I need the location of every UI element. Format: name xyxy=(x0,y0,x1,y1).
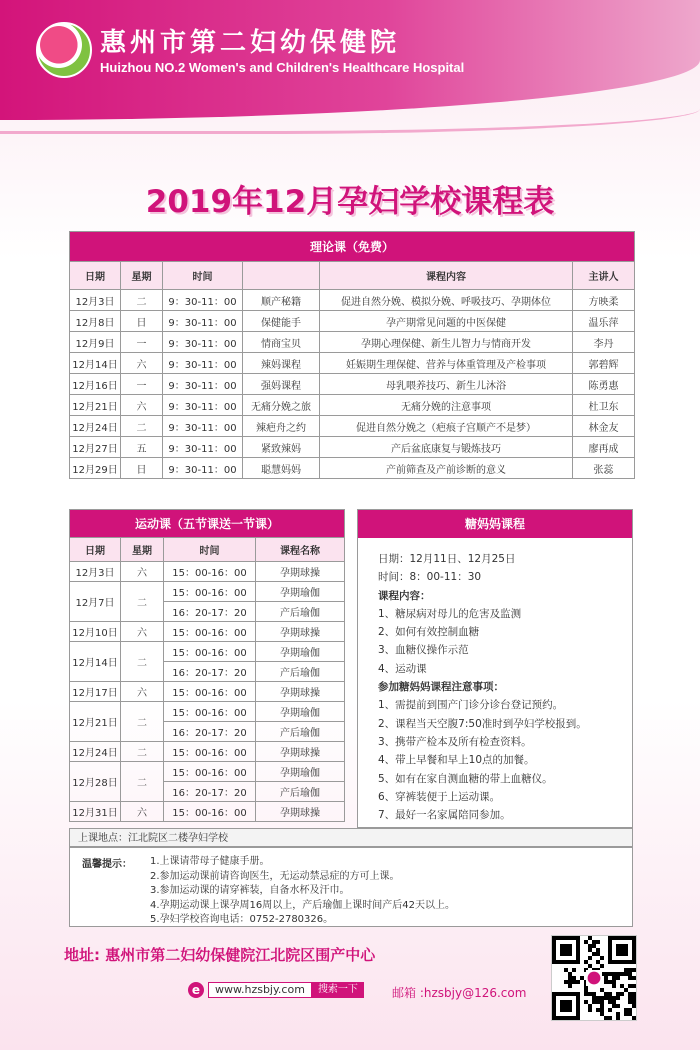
sport-weekday: 六 xyxy=(121,682,164,702)
footer-address: 地址: 惠州市第二妇幼保健院江北院区围产中心 xyxy=(64,946,376,964)
sport-time: 15：00-16：00 xyxy=(164,582,256,602)
sport-header-course: 课程名称 xyxy=(256,538,345,562)
sport-course: 孕期球操 xyxy=(256,682,345,702)
table-row xyxy=(70,374,635,395)
tip-item: 3.参加运动课的请穿裤装，自备水杯及汗巾。 xyxy=(150,885,350,897)
sport-header-date: 日期 xyxy=(70,538,121,562)
table-row xyxy=(70,802,345,822)
theory-weekday: 一 xyxy=(121,374,163,395)
sport-course: 产后瑜伽 xyxy=(256,602,345,622)
diabetes-content-item: 1、糖尿病对母儿的危害及监测 xyxy=(378,607,522,620)
sport-date: 12月24日 xyxy=(70,742,121,762)
theory-date: 12月9日 xyxy=(70,332,121,353)
theory-weekday: 六 xyxy=(121,353,163,374)
sport-weekday: 二 xyxy=(121,582,164,622)
qr-code-icon xyxy=(551,935,637,1021)
sport-date: 12月28日 xyxy=(70,762,121,802)
theory-content: 孕产期常见问题的中医保健 xyxy=(320,311,573,332)
diabetes-content-label: 课程内容： xyxy=(378,589,431,602)
sport-course: 孕期球操 xyxy=(256,562,345,582)
sport-weekday: 二 xyxy=(121,642,164,682)
theory-time: 9：30-11：00 xyxy=(163,311,243,332)
footer-email: 邮箱 :hzsbjy@126.com xyxy=(392,986,527,1000)
hospital-name-cn: 惠州市第二妇幼保健院 xyxy=(100,28,401,58)
table-row xyxy=(70,682,345,702)
tips-label: 温馨提示： xyxy=(82,859,132,870)
website-url[interactable]: www.hzsbjy.com xyxy=(208,982,312,998)
diabetes-time: 时间：8：00-11：30 xyxy=(378,571,482,584)
sport-time: 15：00-16：00 xyxy=(164,622,256,642)
theory-content: 促进自然分娩、模拟分娩、呼吸技巧、孕期体位 xyxy=(320,290,573,311)
theory-content: 促进自然分娩之（疤痕子宫顺产不是梦） xyxy=(320,416,573,437)
table-row xyxy=(70,762,345,782)
sport-weekday: 二 xyxy=(121,702,164,742)
class-location: 上课地点：江北院区二楼孕妇学校 xyxy=(69,828,633,847)
tip-item: 4.孕期运动课上课孕周16周以上，产后瑜伽上课时间产后42天以上。 xyxy=(150,899,455,911)
theory-date: 12月14日 xyxy=(70,353,121,374)
hospital-name-en: Huizhou NO.2 Women's and Children's Healthcare Hospital xyxy=(100,60,465,75)
table-row xyxy=(70,290,635,311)
sport-course: 孕期瑜伽 xyxy=(256,702,345,722)
sport-course: 孕期球操 xyxy=(256,742,345,762)
theory-header-lecturer: 主讲人 xyxy=(573,262,635,290)
sport-time: 15：00-16：00 xyxy=(164,682,256,702)
theory-date: 12月27日 xyxy=(70,437,121,458)
theory-weekday: 一 xyxy=(121,332,163,353)
theory-content: 产后盆底康复与锻炼技巧 xyxy=(320,437,573,458)
theory-time: 9：30-11：00 xyxy=(163,437,243,458)
theory-time: 9：30-11：00 xyxy=(163,353,243,374)
sport-time: 16：20-17：20 xyxy=(164,722,256,742)
theory-topic: 辣疤舟之约 xyxy=(243,416,320,437)
theory-topic: 保健能手 xyxy=(243,311,320,332)
theory-content: 母乳喂养技巧、新生儿沐浴 xyxy=(320,374,573,395)
table-row xyxy=(70,353,635,374)
theory-lecturer: 廖再成 xyxy=(573,437,635,458)
theory-header-date: 日期 xyxy=(70,262,121,290)
sport-time: 15：00-16：00 xyxy=(164,562,256,582)
theory-time: 9：30-11：00 xyxy=(163,458,243,479)
sport-date: 12月21日 xyxy=(70,702,121,742)
theory-weekday: 六 xyxy=(121,395,163,416)
sport-course: 孕期瑜伽 xyxy=(256,762,345,782)
sport-course: 产后瑜伽 xyxy=(256,782,345,802)
sport-course: 孕期球操 xyxy=(256,622,345,642)
table-row xyxy=(70,642,345,662)
table-row xyxy=(70,622,345,642)
website-search xyxy=(188,982,364,998)
sport-date: 12月10日 xyxy=(70,622,121,642)
sport-course: 孕期瑜伽 xyxy=(256,582,345,602)
diabetes-note-item: 4、带上早餐和早上10点的加餐。 xyxy=(378,754,535,767)
theory-topic: 紧致辣妈 xyxy=(243,437,320,458)
theory-date: 12月16日 xyxy=(70,374,121,395)
tips-box xyxy=(69,847,633,927)
search-button[interactable]: 搜索一下 xyxy=(312,982,364,998)
theory-lecturer: 张蕊 xyxy=(573,458,635,479)
sport-course: 产后瑜伽 xyxy=(256,722,345,742)
diabetes-course-panel xyxy=(357,509,633,828)
table-row xyxy=(70,458,635,479)
tip-item: 5.孕妇学校咨询电话：0752-2780326。 xyxy=(150,914,334,926)
sport-time: 15：00-16：00 xyxy=(164,742,256,762)
diabetes-content-item: 4、运动课 xyxy=(378,662,427,675)
theory-date: 12月21日 xyxy=(70,395,121,416)
theory-time: 9：30-11：00 xyxy=(163,416,243,437)
sport-time: 16：20-17：20 xyxy=(164,662,256,682)
theory-weekday: 日 xyxy=(121,311,163,332)
theory-date: 12月3日 xyxy=(70,290,121,311)
theory-time: 9：30-11：00 xyxy=(163,332,243,353)
theory-header-weekday: 星期 xyxy=(121,262,163,290)
sport-header-time: 时间 xyxy=(164,538,256,562)
tip-item: 1.上课请带母子健康手册。 xyxy=(150,856,270,867)
theory-topic: 聪慧妈妈 xyxy=(243,458,320,479)
theory-topic: 情商宝贝 xyxy=(243,332,320,353)
sport-caption: 运动课（五节课送一节课） xyxy=(70,510,345,538)
theory-caption: 理论课（免费） xyxy=(70,232,635,262)
sport-time: 15：00-16：00 xyxy=(164,802,256,822)
tip-item: 2.参加运动课前请咨询医生，无运动禁忌症的方可上课。 xyxy=(150,870,400,882)
table-row xyxy=(70,562,345,582)
sport-date: 12月14日 xyxy=(70,642,121,682)
sport-weekday: 六 xyxy=(121,802,164,822)
theory-lecturer: 林金友 xyxy=(573,416,635,437)
theory-content: 无痛分娩的注意事项 xyxy=(320,395,573,416)
sport-date: 12月3日 xyxy=(70,562,121,582)
theory-date: 12月29日 xyxy=(70,458,121,479)
diabetes-content-item: 3、血糖仪操作示范 xyxy=(378,644,469,657)
table-row xyxy=(70,311,635,332)
sport-date: 12月7日 xyxy=(70,582,121,622)
diabetes-content-item: 2、如何有效控制血糖 xyxy=(378,626,480,639)
sport-course: 孕期球操 xyxy=(256,802,345,822)
sport-course: 产后瑜伽 xyxy=(256,662,345,682)
sport-course-table xyxy=(69,509,345,822)
theory-content: 妊娠期生理保健、营养与体重管理及产检事项 xyxy=(320,353,573,374)
sport-time: 16：20-17：20 xyxy=(164,782,256,802)
theory-time: 9：30-11：00 xyxy=(163,374,243,395)
table-row xyxy=(70,395,635,416)
diabetes-note-item: 7、最好一名家属陪同参加。 xyxy=(378,809,511,822)
sport-weekday: 二 xyxy=(121,762,164,802)
table-row xyxy=(70,416,635,437)
sport-weekday: 六 xyxy=(121,622,164,642)
theory-date: 12月24日 xyxy=(70,416,121,437)
theory-time: 9：30-11：00 xyxy=(163,290,243,311)
sport-time: 16：20-17：20 xyxy=(164,602,256,622)
diabetes-date: 日期：12月11日、12月25日 xyxy=(378,553,516,565)
theory-content: 产前筛查及产前诊断的意义 xyxy=(320,458,573,479)
diabetes-body xyxy=(358,538,632,824)
diabetes-note-item: 6、穿裤装便于上运动课。 xyxy=(378,790,501,803)
table-row xyxy=(70,702,345,722)
theory-content: 孕期心理保健、新生儿智力与情商开发 xyxy=(320,332,573,353)
theory-weekday: 日 xyxy=(121,458,163,479)
sport-time: 15：00-16：00 xyxy=(164,702,256,722)
page-title: 2019年12月孕妇学校课程表 xyxy=(145,184,555,220)
sport-weekday: 二 xyxy=(121,742,164,762)
diabetes-title: 糖妈妈课程 xyxy=(358,510,632,538)
diabetes-note-item: 5、如有在家自测血糖的带上血糖仪。 xyxy=(378,772,553,785)
table-row xyxy=(70,742,345,762)
diabetes-note-item: 2、课程当天空腹7:50准时到孕妇学校报到。 xyxy=(378,717,587,730)
theory-header-time: 时间 xyxy=(163,262,243,290)
theory-lecturer: 李丹 xyxy=(573,332,635,353)
theory-header-topic xyxy=(243,262,320,290)
header-band xyxy=(0,0,700,120)
diabetes-notes-label: 参加糖妈妈课程注意事项： xyxy=(378,681,504,694)
theory-weekday: 二 xyxy=(121,290,163,311)
table-row xyxy=(70,582,345,602)
theory-topic: 无痛分娩之旅 xyxy=(243,395,320,416)
theory-header-content: 课程内容 xyxy=(320,262,573,290)
theory-date: 12月8日 xyxy=(70,311,121,332)
theory-weekday: 二 xyxy=(121,416,163,437)
theory-course-table xyxy=(69,231,635,479)
theory-lecturer: 温乐萍 xyxy=(573,311,635,332)
theory-weekday: 五 xyxy=(121,437,163,458)
theory-topic: 顺产秘籍 xyxy=(243,290,320,311)
theory-lecturer: 郭碧辉 xyxy=(573,353,635,374)
theory-lecturer: 杜卫东 xyxy=(573,395,635,416)
theory-topic: 强妈课程 xyxy=(243,374,320,395)
sport-weekday: 六 xyxy=(121,562,164,582)
hospital-logo-icon xyxy=(36,22,92,78)
theory-topic: 辣妈课程 xyxy=(243,353,320,374)
theory-lecturer: 陈勇惠 xyxy=(573,374,635,395)
table-row xyxy=(70,437,635,458)
sport-time: 15：00-16：00 xyxy=(164,762,256,782)
diabetes-note-item: 1、需提前到围产门诊分诊台登记预约。 xyxy=(378,699,564,712)
sport-course: 孕期瑜伽 xyxy=(256,642,345,662)
table-row xyxy=(70,332,635,353)
theory-lecturer: 方映柔 xyxy=(573,290,635,311)
tips-list xyxy=(150,855,455,928)
sport-header-weekday: 星期 xyxy=(121,538,164,562)
browser-e-icon: e xyxy=(188,982,204,998)
sport-time: 15：00-16：00 xyxy=(164,642,256,662)
sport-date: 12月31日 xyxy=(70,802,121,822)
diabetes-note-item: 3、携带产检本及所有检查资料。 xyxy=(378,735,532,748)
sport-date: 12月17日 xyxy=(70,682,121,702)
theory-time: 9：30-11：00 xyxy=(163,395,243,416)
